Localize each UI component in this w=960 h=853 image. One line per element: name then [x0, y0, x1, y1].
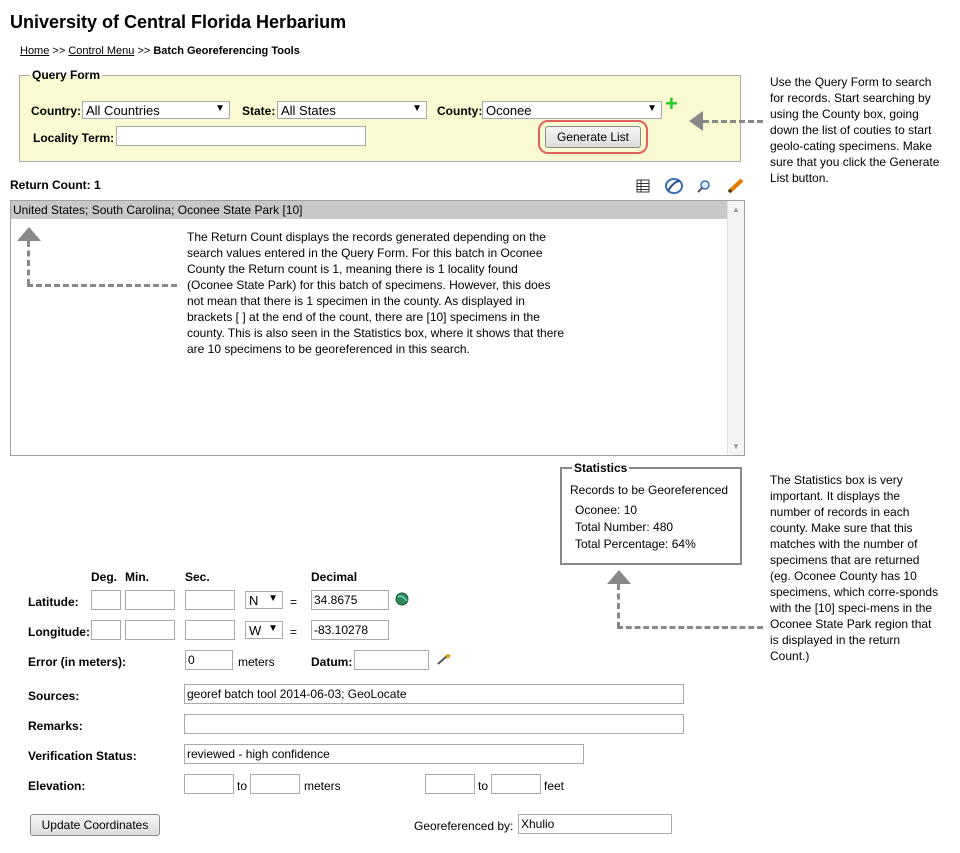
- elevation-min-feet-input[interactable]: [425, 774, 475, 794]
- decimal-header: Decimal: [311, 570, 358, 584]
- longitude-min-input[interactable]: [125, 620, 175, 640]
- error-unit: meters: [238, 655, 275, 669]
- deg-header: Deg.: [91, 570, 118, 584]
- return-count-note: The Return Count displays the records generated depending on the search values entered in the Query Form. For this batch in Oconee County the Return count is 1, meaning there is 1 locality found (Oconee State Park) for this batch of specimens. However, this does not mean that there is 1 specimen in the county. As displayed in brackets [ ] at the end of the count, there are [10] specimens in the county. This is also seen in the Statistics box, where it shows that there are 10 specimens to be georeferenced in this search.: [187, 230, 565, 356]
- query-form-note: Use the Query Form to search for records. Start searching by using the County box, going down the list of couties to start geolo-cating specimens. Make sure that you click the Generate List button.: [770, 75, 940, 185]
- sources-label: Sources:: [28, 689, 80, 703]
- elevation-to-meters: to: [237, 779, 248, 793]
- error-input[interactable]: 0: [185, 650, 233, 670]
- breadcrumb: Home >> Control Menu >> Batch Georeferencing Tools: [20, 45, 300, 57]
- statistics-legend: Statistics: [574, 461, 628, 475]
- longitude-direction-select[interactable]: W ▼: [245, 621, 283, 639]
- table-icon[interactable]: [636, 179, 650, 193]
- verification-label: Verification Status:: [28, 749, 137, 763]
- globe-icon[interactable]: [664, 177, 684, 195]
- stats-arrow-hline: [617, 626, 763, 629]
- longitude-sec-input[interactable]: [185, 620, 235, 640]
- county-select[interactable]: Oconee ▼: [482, 101, 662, 119]
- datum-label: Datum:: [311, 655, 353, 669]
- dropdown-arrow-icon: ▼: [268, 623, 278, 634]
- breadcrumb-home-link[interactable]: Home: [20, 45, 50, 57]
- longitude-decimal-input[interactable]: -83.10278: [311, 620, 389, 640]
- elevation-max-feet-input[interactable]: [491, 774, 541, 794]
- pencil-icon[interactable]: [727, 178, 745, 194]
- return-arrow-vline: [27, 241, 30, 285]
- georeferenced-by-input[interactable]: Xhulio: [518, 814, 672, 834]
- country-select[interactable]: All Countries ▼: [82, 101, 230, 119]
- country-label: Country:: [31, 104, 81, 118]
- sources-input[interactable]: georef batch tool 2014-06-03; GeoLocate: [184, 684, 684, 704]
- stats-arrow-head: [607, 570, 631, 584]
- elevation-max-meters-input[interactable]: [250, 774, 300, 794]
- latitude-sec-input[interactable]: [185, 590, 235, 610]
- sec-header: Sec.: [185, 570, 210, 584]
- return-count: Return Count: 1: [10, 178, 101, 192]
- query-arrow-line: [703, 120, 763, 123]
- elevation-to-feet: to: [478, 779, 489, 793]
- longitude-equals: =: [290, 625, 298, 639]
- dropdown-arrow-icon: ▼: [412, 103, 422, 114]
- min-header: Min.: [125, 570, 149, 584]
- latitude-direction-select[interactable]: N ▼: [245, 591, 283, 609]
- magnifier-icon[interactable]: [697, 179, 711, 193]
- locality-term-input[interactable]: [116, 126, 366, 146]
- page-title: University of Central Florida Herbarium: [10, 12, 347, 32]
- elevation-meters-unit: meters: [304, 779, 341, 793]
- latitude-min-input[interactable]: [125, 590, 175, 610]
- datum-input[interactable]: [354, 650, 429, 670]
- georeferenced-by-label: Georeferenced by:: [414, 819, 514, 833]
- statistics-note: The Statistics box is very important. It displays the number of records in each county. Make sure that this matches with the number of specimens that are returned (eg. Oconee County has 10 specimens, which corre-sponds with the [10] speci-mens in the Oconee State Park region that is displayed in the return Count.): [770, 473, 939, 663]
- statistics-oconee: Oconee: 10: [575, 503, 638, 517]
- latitude-decimal-input[interactable]: 34.8675: [311, 590, 389, 610]
- dropdown-arrow-icon: ▼: [215, 103, 225, 114]
- remarks-input[interactable]: [184, 714, 684, 734]
- remarks-label: Remarks:: [28, 719, 83, 733]
- magic-wand-icon[interactable]: [436, 652, 452, 666]
- state-label: State:: [242, 104, 276, 118]
- globe-icon[interactable]: [395, 592, 409, 606]
- query-arrow-head: [689, 111, 703, 131]
- statistics-heading: Records to be Georeferenced: [570, 483, 729, 497]
- return-arrow-hline: [27, 284, 177, 287]
- scroll-down-icon[interactable]: ▼: [732, 442, 740, 451]
- locality-term-label: Locality Term:: [33, 131, 115, 145]
- elevation-min-meters-input[interactable]: [184, 774, 234, 794]
- generate-list-button[interactable]: Generate List: [545, 126, 641, 148]
- return-arrow-head: [17, 227, 41, 241]
- latitude-equals: =: [290, 595, 298, 609]
- plus-icon[interactable]: +: [665, 91, 678, 116]
- longitude-deg-input[interactable]: [91, 620, 121, 640]
- latitude-label: Latitude:: [28, 595, 79, 609]
- county-label: County:: [437, 104, 483, 118]
- elevation-label: Elevation:: [28, 779, 86, 793]
- update-coordinates-button[interactable]: Update Coordinates: [30, 814, 160, 836]
- breadcrumb-control-link[interactable]: Control Menu: [68, 45, 135, 57]
- scroll-up-icon[interactable]: ▲: [732, 205, 740, 214]
- query-form-legend: Query Form: [32, 68, 101, 82]
- error-label: Error (in meters):: [28, 655, 127, 669]
- verification-input[interactable]: reviewed - high confidence: [184, 744, 584, 764]
- state-select[interactable]: All States ▼: [277, 101, 427, 119]
- longitude-label: Longitude:: [28, 625, 90, 639]
- breadcrumb-current: Batch Georeferencing Tools: [153, 45, 300, 57]
- statistics-total-number: Total Number: 480: [575, 520, 674, 534]
- statistics-total-percentage: Total Percentage: 64%: [575, 537, 696, 551]
- stats-arrow-vline: [617, 584, 620, 628]
- latitude-deg-input[interactable]: [91, 590, 121, 610]
- scrollbar[interactable]: [727, 201, 744, 455]
- list-item[interactable]: United States; South Carolina; Oconee State Park [10]: [11, 201, 729, 219]
- dropdown-arrow-icon: ▼: [268, 593, 278, 604]
- elevation-feet-unit: feet: [544, 779, 565, 793]
- dropdown-arrow-icon: ▼: [647, 103, 657, 114]
